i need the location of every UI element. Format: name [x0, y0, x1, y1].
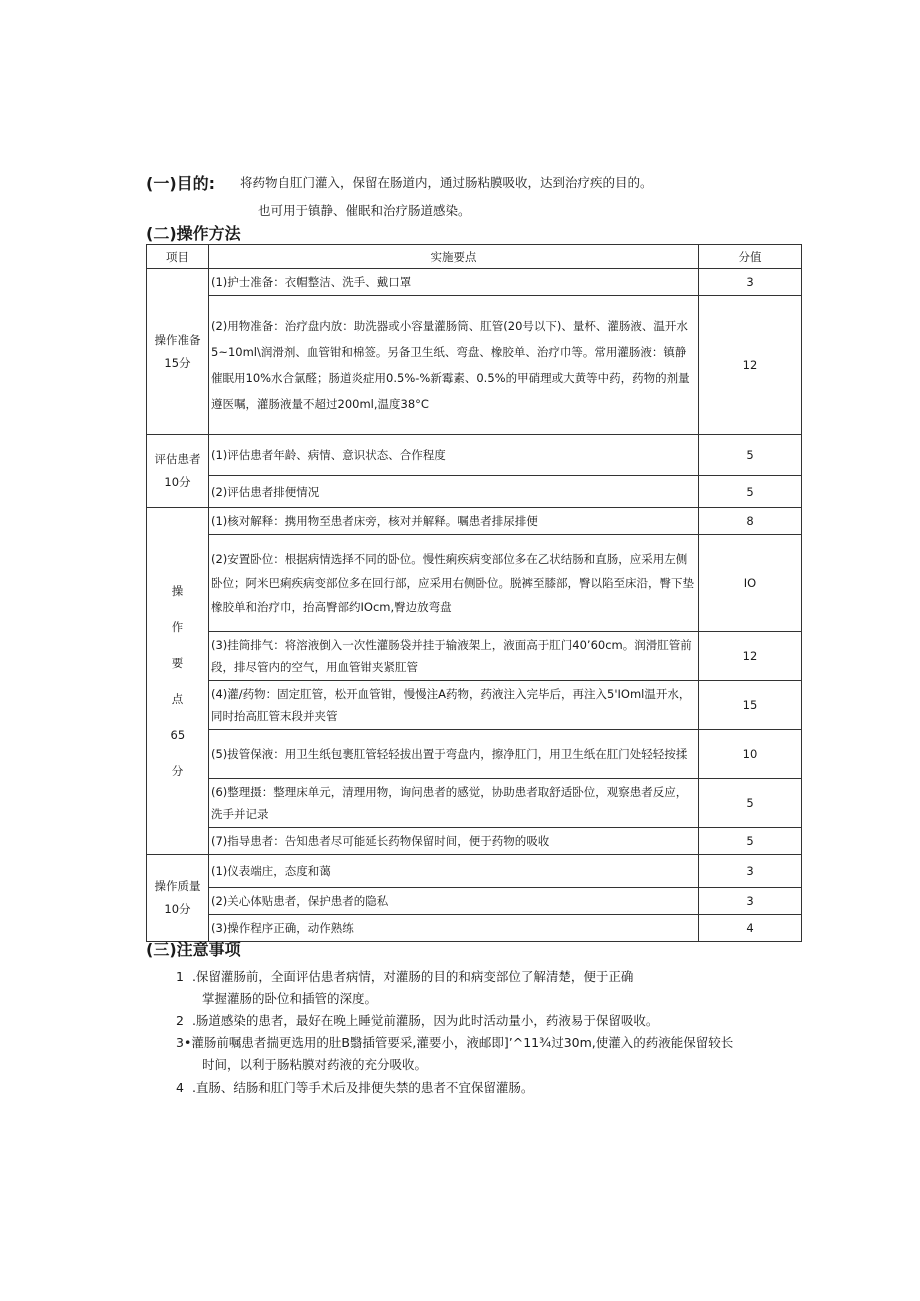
note-3-cont: 时间，以利于肠粘膜对药液的充分吸收。	[202, 1057, 428, 1072]
row-text: (1)核对解释：携用物至患者床旁，核对并解释。嘱患者排尿排便	[209, 508, 699, 535]
note-3	[176, 1033, 733, 1051]
table-row	[147, 269, 802, 296]
row-text: (6)整理摄：整理床单元，清理用物，询问患者的感觉，协助患者取舒适卧位，观察患者反应，洗手并记录	[209, 779, 699, 828]
row-score: 8	[699, 508, 802, 535]
category-cell: 操作要点65分	[147, 508, 209, 855]
row-text: (2)安置卧位：根据病情选择不同的卧位。慢性痢疾病变部位多在乙状结肠和直肠，应采用左侧卧位；阿米巴痢疾病变部位多在回行部，应采用右侧卧位。脱裤至膝部，臀以陷至床沿，臀下垫橡胶单和治疗巾，抬高臀部约IOcm,臀边放弯盘	[209, 535, 699, 632]
row-score: 3	[699, 888, 802, 915]
note-number: 3•	[176, 1035, 192, 1050]
row-score: 5	[699, 435, 802, 476]
row-score: 5	[699, 779, 802, 828]
table-row	[147, 681, 802, 730]
note-text: 灌肠前嘱患者揣更选用的肚B翳插管要采,灌要小，液邮即]’^11¾过30m,使灌入的药液能保留较长	[191, 1035, 734, 1050]
row-text: (2)关心体贴患者，保护患者的隐私	[209, 888, 699, 915]
category-cell: 操作准备15分	[147, 269, 209, 435]
row-text: (1)护士准备：衣帽整洁、洗手、戴口罩	[209, 269, 699, 296]
table-row	[147, 915, 802, 942]
note-text: .保留灌肠前，全面评估患者病情，对灌肠的目的和病变部位了解清楚，便于正确	[191, 969, 634, 984]
procedure-table	[146, 244, 802, 942]
table-row	[147, 730, 802, 779]
table-row	[147, 632, 802, 681]
section1-text-cont: 也可用于镇静、催眠和治疗肠道感染。	[258, 203, 471, 218]
table-header-row	[147, 245, 802, 269]
section3-heading: (三)注意事项	[146, 940, 241, 959]
row-score: 3	[699, 269, 802, 296]
note-number: 4	[176, 1080, 184, 1095]
row-score: 4	[699, 915, 802, 942]
table-row	[147, 476, 802, 508]
row-text: (5)拔管保液：用卫生纸包裹肛管轻轻拔出置于弯盘内，擦净肛门，用卫生纸在肛门处轻轻按揉	[209, 730, 699, 779]
row-text: (2)评估患者排便情况	[209, 476, 699, 508]
row-text: (1)评估患者年龄、病情、意识状态、合作程度	[209, 435, 699, 476]
section1-text: 将药物自肛门灌入，保留在肠道内，通过肠粘膜吸收，达到治疗疾的目的。	[240, 175, 653, 190]
table-row	[147, 535, 802, 632]
note-1	[176, 967, 633, 985]
note-1-cont: 掌握灌肠的卧位和插管的深度。	[202, 991, 378, 1006]
header-item: 项目	[147, 245, 209, 269]
table-row	[147, 435, 802, 476]
note-number: 1	[176, 969, 184, 984]
row-text: (3)操作程序正确，动作熟练	[209, 915, 699, 942]
header-points: 实施要点	[209, 245, 699, 269]
note-text: .肠道感染的患者，最好在晚上睡觉前灌肠，因为此时活动量小，药液易于保留吸收。	[191, 1013, 659, 1028]
note-2	[176, 1011, 658, 1029]
row-score: 12	[699, 632, 802, 681]
row-score: IO	[699, 535, 802, 632]
note-text: .直肠、结肠和肛门等手术后及排便失禁的患者不宜保留灌肠。	[191, 1080, 534, 1095]
row-score: 15	[699, 681, 802, 730]
table-row	[147, 828, 802, 855]
table-row	[147, 888, 802, 915]
note-4	[176, 1078, 533, 1096]
category-cell: 操作质量10分	[147, 855, 209, 942]
row-text: (3)挂筒排气：将溶液倒入一次性灌肠袋并挂于输液架上，液面高于肛门40’60cm。润滑肛管前段，排尽管内的空气，用血管钳夹紧肛管	[209, 632, 699, 681]
row-text: (2)用物准备：治疗盘内放：助洗器或小容量灌肠筒、肛管(20号以下)、量杯、灌肠液、温开水5~10ml\润滑剂、血管钳和棉签。另备卫生纸、弯盘、橡胶单、治疗巾等。常用灌肠液：镇静催眠用10%水合氯醛；肠道炎症用0.5%-%新霉素、0.5%的甲硝理或大黄等中药，药物的剂量遵医嘱，灌肠液量不超过200ml,温度38°C	[209, 296, 699, 435]
row-text: (1)仪表端庄，态度和蔼	[209, 855, 699, 888]
table-row	[147, 855, 802, 888]
category-cell: 评估患者10分	[147, 435, 209, 508]
table-row	[147, 508, 802, 535]
section2-heading: (二)操作方法	[146, 224, 241, 243]
header-score: 分值	[699, 245, 802, 269]
table-row	[147, 296, 802, 435]
row-score: 5	[699, 476, 802, 508]
table-row	[147, 779, 802, 828]
row-score: 12	[699, 296, 802, 435]
row-score: 3	[699, 855, 802, 888]
row-text: (7)指导患者：告知患者尽可能延长药物保留时间，便于药物的吸收	[209, 828, 699, 855]
row-score: 5	[699, 828, 802, 855]
row-score: 10	[699, 730, 802, 779]
note-number: 2	[176, 1013, 184, 1028]
section1-heading: (一)目的:	[146, 174, 216, 193]
row-text: (4)灌/药物：固定肛管，松开血管钳，慢慢注A药物，药液注入完毕后，再注入5'IOml温开水，同时抬高肛管末段并夹管	[209, 681, 699, 730]
